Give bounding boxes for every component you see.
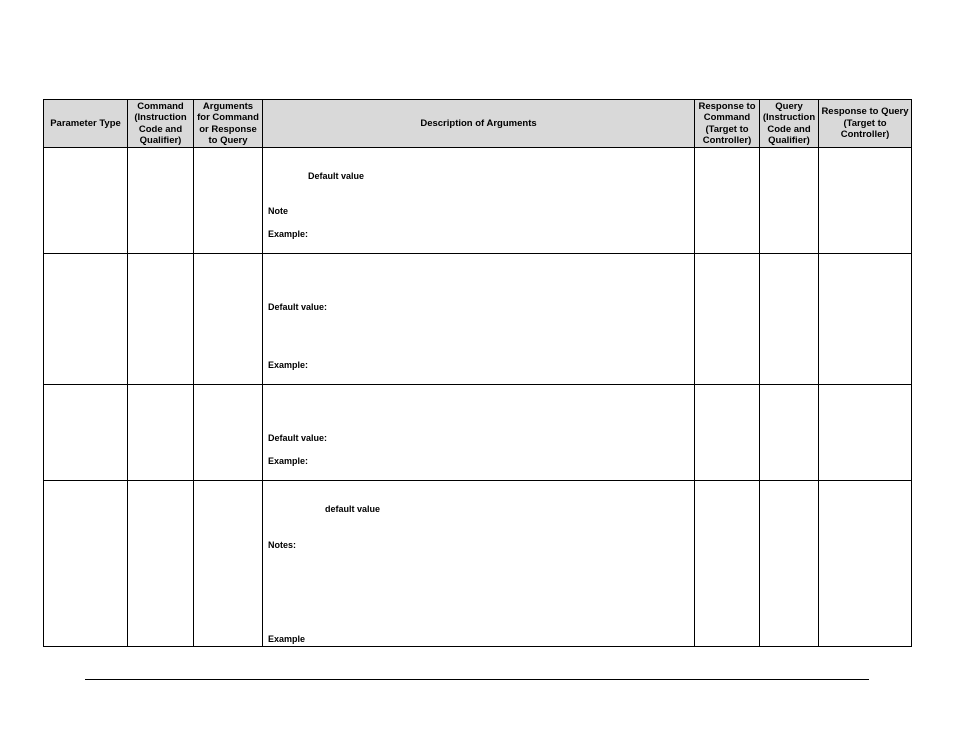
cell-query xyxy=(760,481,819,647)
table-row xyxy=(44,385,912,481)
notes-label: Notes: xyxy=(268,540,297,550)
cell-parameter-type xyxy=(44,254,128,385)
cell-arguments xyxy=(194,254,263,385)
cell-description xyxy=(263,385,695,481)
cell-response-to-command xyxy=(695,481,760,647)
table-row xyxy=(44,148,912,254)
cell-description xyxy=(263,148,695,254)
footer-divider xyxy=(85,679,869,680)
header-query: Query (Instruction Code and Qualifier) xyxy=(760,100,819,148)
cell-response-to-command xyxy=(695,254,760,385)
cell-description xyxy=(263,254,695,385)
header-parameter-type: Parameter Type xyxy=(44,100,128,148)
example-label: Example: xyxy=(268,360,309,370)
cell-query xyxy=(760,385,819,481)
default-value-label: Default value: xyxy=(268,433,328,443)
example-label: Example: xyxy=(268,229,309,239)
header-command: Command (Instruction Code and Qualifier) xyxy=(128,100,194,148)
command-table xyxy=(43,99,912,647)
cell-description xyxy=(263,481,695,647)
cell-command xyxy=(128,148,194,254)
cell-command xyxy=(128,254,194,385)
table-header-row xyxy=(44,100,912,148)
cell-parameter-type xyxy=(44,385,128,481)
example-label: Example: xyxy=(268,456,309,466)
cell-response-to-query xyxy=(819,148,912,254)
cell-response-to-query xyxy=(819,481,912,647)
cell-response-to-query xyxy=(819,254,912,385)
cell-arguments xyxy=(194,481,263,647)
cell-command xyxy=(128,385,194,481)
default-value-label: Default value: xyxy=(268,302,328,312)
table-row xyxy=(44,481,912,647)
table-row xyxy=(44,254,912,385)
default-value-label: Default value xyxy=(308,171,365,181)
cell-parameter-type xyxy=(44,481,128,647)
cell-arguments xyxy=(194,148,263,254)
header-arguments: Arguments for Command or Response to Query xyxy=(194,100,263,148)
cell-response-to-query xyxy=(819,385,912,481)
header-response-to-query: Response to Query (Target to Controller) xyxy=(819,100,912,148)
cell-arguments xyxy=(194,385,263,481)
cell-query xyxy=(760,148,819,254)
cell-parameter-type xyxy=(44,148,128,254)
cell-query xyxy=(760,254,819,385)
default-value-label: default value xyxy=(325,504,381,514)
header-response-to-command: Response to Command (Target to Controller) xyxy=(695,100,760,148)
header-description-of-arguments: Description of Arguments xyxy=(263,100,695,148)
example-label: Example xyxy=(268,634,306,644)
cell-command xyxy=(128,481,194,647)
cell-response-to-command xyxy=(695,385,760,481)
cell-response-to-command xyxy=(695,148,760,254)
note-label: Note xyxy=(268,206,288,216)
